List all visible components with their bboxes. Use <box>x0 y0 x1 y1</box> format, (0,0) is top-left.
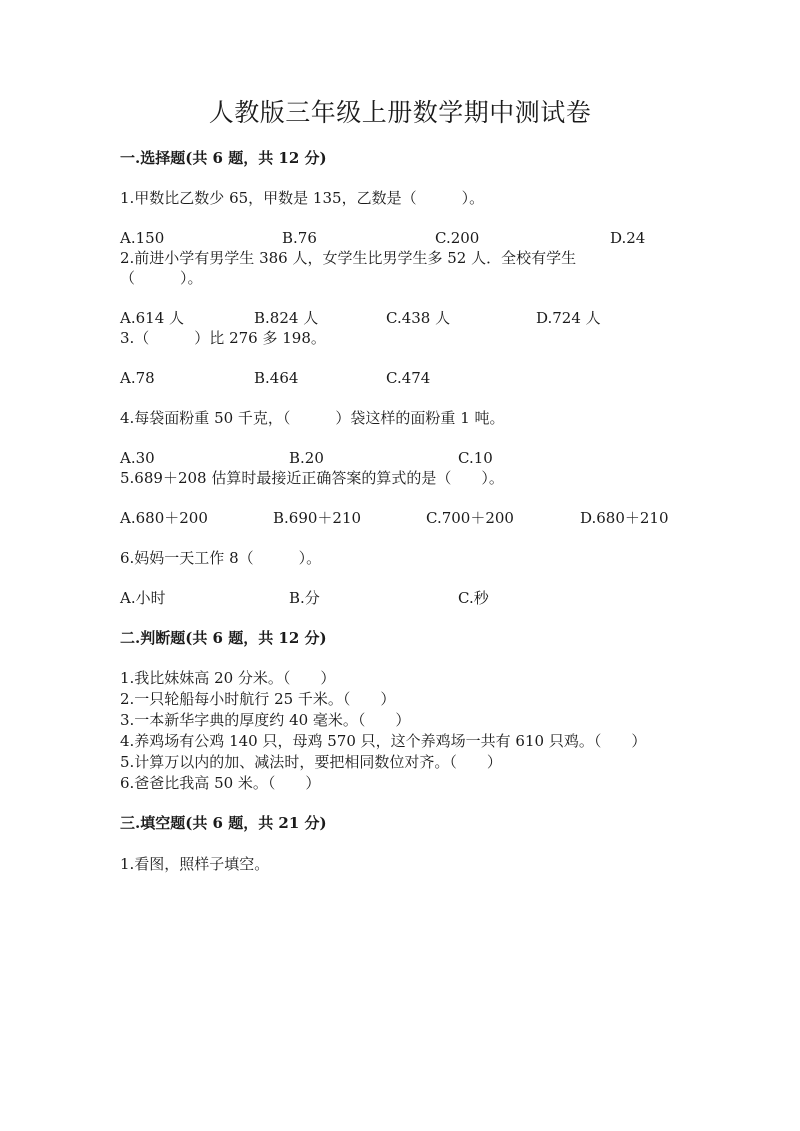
judgement-item: 4.养鸡场有公鸡 140 只，母鸡 570 只，这个养鸡场一共有 610 只鸡。（ ） <box>120 732 647 750</box>
judgement-item: 2.一只轮船每小时航行 25 千米。（ ） <box>120 690 396 708</box>
section-heading-multiple-choice: 一.选择题(共 6 题，共 12 分) <box>120 149 327 167</box>
option-d: D.24 <box>610 229 646 247</box>
judgement-item: 1.我比妹妹高 20 分米。（ ） <box>120 669 336 687</box>
section-heading-true-false: 二.判断题(共 6 题，共 12 分) <box>120 629 327 647</box>
judgement-item: 6.爸爸比我高 50 米。（ ） <box>120 774 321 792</box>
option-d: D.724 人 <box>536 309 601 327</box>
option-a: A.30 <box>120 449 155 467</box>
option-a: A.614 人 <box>120 309 184 327</box>
option-c: C.474 <box>386 369 431 387</box>
option-b: B.分 <box>289 589 320 607</box>
question-text: 1.甲数比乙数少 65，甲数是 135，乙数是（ ）。 <box>120 189 485 207</box>
option-b: B.464 <box>254 369 299 387</box>
option-c: C.438 人 <box>386 309 451 327</box>
option-d: D.680＋210 <box>580 509 669 527</box>
question-text: 3.（ ）比 276 多 198。 <box>120 329 326 347</box>
judgement-item: 5.计算万以内的加、减法时，要把相同数位对齐。（ ） <box>120 753 502 771</box>
option-a: A.680＋200 <box>120 509 208 527</box>
option-a: A.150 <box>120 229 165 247</box>
section-heading-fill-blank: 三.填空题(共 6 题，共 21 分) <box>120 814 327 832</box>
option-a: A.小时 <box>120 589 166 607</box>
question-text: 1.看图，照样子填空。 <box>120 855 270 873</box>
option-a: A.78 <box>120 369 155 387</box>
option-c: C.10 <box>458 449 493 467</box>
option-c: C.700＋200 <box>426 509 514 527</box>
option-c: C.200 <box>435 229 480 247</box>
question-text: 6.妈妈一天工作 8（ ）。 <box>120 549 322 567</box>
option-c: C.秒 <box>458 589 489 607</box>
exam-title: 人教版三年级上册数学期中测试卷 <box>208 98 592 127</box>
question-text: 2.前进小学有男学生 386 人，女学生比男学生多 52 人．全校有学生 <box>120 249 577 267</box>
question-text: 5.689＋208 估算时最接近正确答案的算式的是（ ）。 <box>120 469 504 487</box>
option-b: B.76 <box>282 229 317 247</box>
option-b: B.690＋210 <box>273 509 362 527</box>
question-text-continued: （ ）。 <box>120 269 203 287</box>
question-text: 4.每袋面粉重 50 千克，（ ）袋这样的面粉重 1 吨。 <box>120 409 505 427</box>
option-b: B.20 <box>289 449 324 467</box>
option-b: B.824 人 <box>254 309 319 327</box>
judgement-item: 3.一本新华字典的厚度约 40 毫米。（ ） <box>120 711 411 729</box>
